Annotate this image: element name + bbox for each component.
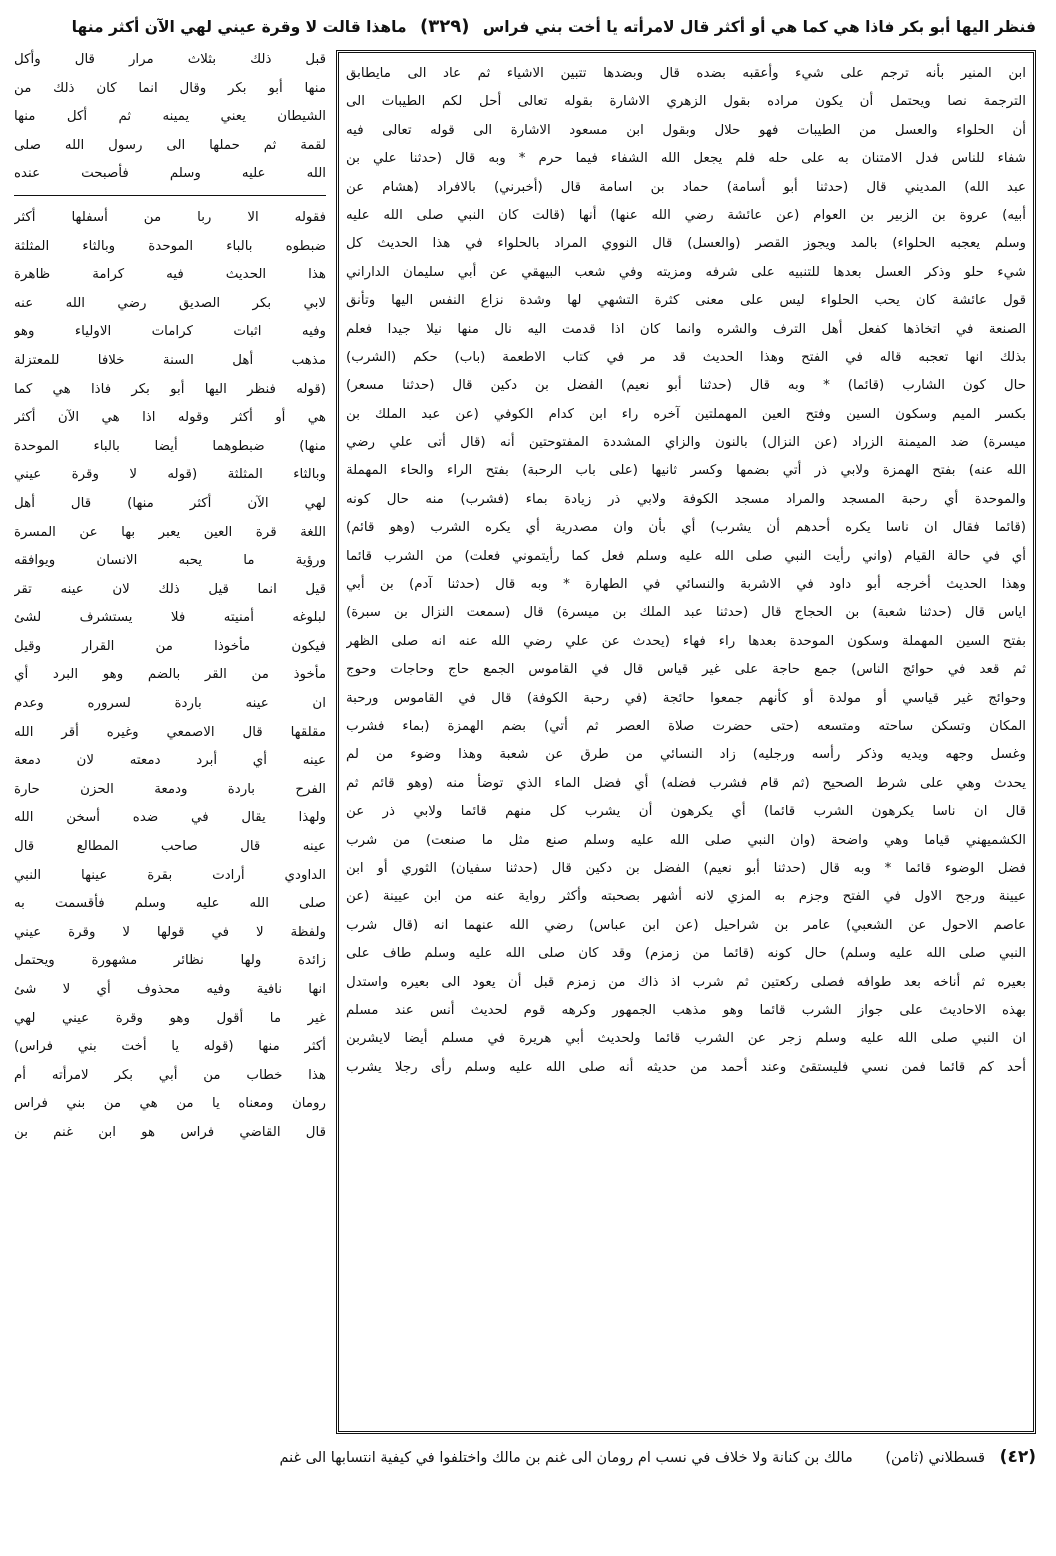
main-text-line: شفاء للناس فدل الامتنان به على حله فلم يجعل الله الشفاء فيما حرم * وبه قال (حدثنا علي بن — [346, 151, 1026, 167]
main-text-line: الكشميهني قياما وهي واضحة (وان النبي صلى الله عليه وسلم صنع مثل ما صنعت) من شرب — [346, 832, 1026, 848]
main-text-line: الصنعة في اتخاذها كفعل أهل الترف والشره وانما كان اذا قدمت اليه نال منها نيلا جيدا فعلم — [346, 321, 1026, 337]
main-text-line: حال كون الشارب (قائما) * وبه قال (حدثنا أبو نعيم) الفضل بن دكين قال (حدثنا مسعر) — [346, 378, 1026, 394]
main-text-line: وسلم يعجبه الحلواء) بالمد ويجوز القصر (والعسل) قال النووي المراد بالحلواء في هذا الحديث كل — [346, 236, 1026, 252]
margin-text-line: الشيطان يعني يمينه ثم أكل منها — [14, 109, 326, 125]
margin-text-line: الداودي أرادت بقرة عينها النبي — [14, 867, 326, 883]
main-text-line: ان النبي صلى الله عليه وسلم زجر عن الشرب قائما ولحديث أبي هريرة في مسلم أيضا لايشربن — [346, 1031, 1026, 1047]
margin-text-line: انها نافية وفيه محذوف أي لا شئ — [14, 982, 326, 997]
margin-text-line: أكثر منها (قوله يا أخت بني فراس) — [14, 1039, 326, 1055]
main-text-line: ميسرة) ضد الميمنة الزراد (عن النزال) بالنون والزاي المشددة المفتوحتين أنه (قال أتى علي رضي — [346, 435, 1026, 451]
main-text-line: قال ان ناسا يكرهون الشرب قائما) أي يكرهون أن يشرب كل منهم قائما ولابي ذر عن — [346, 804, 1026, 820]
main-text-line: يحدث وهي على شرط الصحيح (ثم قام فشرب فضله) أي فضل الماء الذي توضأ منه (وهو قائم ثم — [346, 775, 1026, 791]
main-text-line: اياس قال (حدثنا شعبة) بن الحجاج قال (حدثنا عبد الملك بن ميسرة) قال (سمعت النزال بن سبرة) — [346, 605, 1026, 621]
page-footer — [20, 1440, 1036, 1474]
main-text-line: فضل الوضوء قائما * وبه قال (حدثنا أبو نعيم) الفضل بن دكين قال (حدثنا سفيان) الثوري أو ابن — [346, 860, 1026, 876]
margin-text-line: قبل ذلك بثلاث مرار قال وأكل — [14, 52, 326, 67]
margin-text-line: لابي بكر الصديق رضي الله عنه — [14, 295, 326, 311]
footer-continuation: مالك بن كنانة ولا خلاف في نسب ام رومان الى غنم بن مالك واختلفوا في كيفية انتسابها الى غنم — [279, 1450, 853, 1466]
margin-commentary — [14, 46, 326, 1438]
margin-text-line: لهي الآن أكثر منها) قال أهل — [14, 495, 326, 511]
main-text-line: الترجمة نصا ويحتمل أن يكون مراده بقول الزهري الاشارة بقوله تعالى أحل لكم الطيبات الى — [346, 94, 1026, 110]
margin-text-line: هذا خطاب من أبي بكر لامرأته أم — [14, 1067, 326, 1083]
main-text-line: عيينة ورجح الاول في الفتح وجزم به المزي لانه أشهر بصحبته وأكثر رواية عنه من ابن عيينة (عن — [346, 889, 1026, 905]
margin-text-line: مأخوذ من القر بالضم وهو البرد أي — [14, 667, 326, 683]
margin-text-line: وبالثاء المثلثة (قوله لا وقرة عيني — [14, 467, 326, 483]
main-text-line: والموحدة أي رحبة المسجد والمراد مسجد الكوفة ولابي ذر زيادة بماء (فشرب) منه حال كونه — [346, 491, 1026, 507]
margin-text-line: عينه قال صاحب المطالع قال — [14, 839, 326, 855]
main-text-line: بفتح السين المهملة وسكون الموحدة بعدها راء فهاء (يحدث عن علي رضي الله عنه انه صلى الظهر — [346, 633, 1026, 649]
margin-text-line: الفرح باردة ودمعة الحزن حارة — [14, 781, 326, 797]
margin-text-line: فقوله الا ربا من أسفلها أكثر — [14, 209, 326, 225]
margin-block-2 — [14, 204, 326, 1148]
margin-text-line: عينه أي أبرد دمعته لان دمعة — [14, 753, 326, 769]
margin-text-line: غير ما أقول وهو وقرة عيني لهي — [14, 1010, 326, 1026]
signature-number: (٤٢) — [999, 1447, 1036, 1467]
header-trail-text: ماهذا قالت لا وقرة عيني لهي الآن أكثر منها — [71, 18, 407, 36]
main-text-line: بذلك انها تعجبه قاله في الفتح وهذا الحديث قد مر في كتاب الاطعمة (باب) حكم (الشرب) — [346, 349, 1026, 365]
header-lead-text: فنظر اليها أبو بكر فاذا هي كما هي أو أكثر قال لامرأته يا أخت بني فراس — [482, 18, 1036, 36]
main-text-line: ابن المنير بأنه ترجم على شيء وأعقبه بضده قال وبضدها تتبين الاشياء ثم عاد الى مايطابق — [346, 66, 1026, 81]
margin-text-line: زائدة ولها نظائر مشهورة ويحتمل — [14, 953, 326, 969]
margin-text-line: ولهذا يقال في ضده أسخن الله — [14, 810, 326, 826]
main-text-line: قول عائشة كان يحب الحلواء ليس على معنى كثرة التشهي لها وشدة نزاع النفس اليها وتأنق — [346, 293, 1026, 309]
main-text-line: ثم قعد في حوائج الناس) جمع حاجة على غير قياس قال في القاموس الجمع حاج وحاجات وحوج — [346, 662, 1026, 678]
margin-text-line: فيكون مأخوذا من القرار وقيل — [14, 638, 326, 654]
margin-text-line: منها) ضبطوهما أيضا بالباء الموحدة — [14, 438, 326, 454]
margin-text-line: صلى الله عليه وسلم فأقسمت به — [14, 896, 326, 912]
margin-text-line: رومان ومعناه يا من هي من بني فراس — [14, 1096, 326, 1112]
main-text-line: أحد كم قائما فمن نسي فليستقئ وعند أحمد من حديثه أنه صلى الله عليه وسلم رأى رجلا يشرب — [346, 1059, 1026, 1075]
main-text-line: عاصم الاحول عن الشعبي) عامر بن شراحيل (عن ابن عباس) رضي الله عنهما انه (قال شرب — [346, 917, 1026, 933]
main-text-line: وحوائج غير قياسي أو مولدة أو كأنهم جمعوا حائجة (في رحبة الكوفة) قال في القاموس ورحبة — [346, 690, 1026, 706]
margin-text-line: الله عليه وسلم فأصبحت عنده — [14, 166, 326, 182]
main-text-line: الله عنه) بفتح الهمزة ولابي ذر أتي بضمها وكسر ثانيها (على باب الرحبة) بفتح الراء والحاء المهملة — [346, 463, 1026, 479]
margin-text-line: هي أو أكثر وقوله اذا هي الآن أكثر — [14, 410, 326, 426]
main-text-line: المكان وتسكن ساحته ومتسعه (حتى حضرت صلاة العصر ثم أتي) بضم الهمزة (بماء فشرب — [346, 718, 1026, 734]
margin-text-line: هذا الحديث فيه كرامة ظاهرة — [14, 267, 326, 283]
main-text-line: (قائما فقال ان ناسا يكره أحدهم أن يشرب) أي بأن وان مصدرية أي يكره الشرب (وهو قائم) — [346, 520, 1026, 536]
main-text-line: وهذا الحديث أخرجه أبو داود في الاشربة والنسائي في الطهارة * وبه قال (حدثنا آدم) بن أبي — [346, 577, 1026, 593]
margin-text-line: ورؤية ما يحبه الانسان ويوافقه — [14, 553, 326, 569]
margin-text-line: لبلوغه أمنيته فلا يستشرف لشئ — [14, 610, 326, 626]
main-text-line: أبيه) عروة بن الزبير بن العوام (عن عائشة رضي الله عنها) أنها (قالت كان النبي صلى الله عليه — [346, 207, 1026, 223]
page-header — [20, 10, 1036, 44]
margin-text-line: (قوله فنظر اليها أبو بكر فاذا هي كما — [14, 381, 326, 397]
main-text-line: النبي صلى الله عليه وسلم) حال كونه (قائما من زمزم) وقد كان صلى الله عليه وسلم طاف على — [346, 946, 1026, 962]
main-commentary-text — [346, 60, 1026, 1424]
volume-label: قسطلاني (ثامن) — [885, 1450, 986, 1466]
main-text-line: بهذه الاحاديث على جواز الشرب قائما وهو مذهب الجمهور وكرهه قوم لحديث أنس عند مسلم — [346, 1002, 1026, 1018]
main-text-line: أي في حالة القيام (واني رأيت النبي صلى الله عليه وسلم فعل كما رأيتموني فعلت) من الشرب قائما — [346, 548, 1026, 564]
margin-text-line: قال القاضي فراس هو ابن غنم بن — [14, 1124, 326, 1140]
main-text-line: عبد الله) المديني قال (حدثنا أبو أسامة) حماد بن اسامة قال (أخبرني) بالافراد (هشام عن — [346, 179, 1026, 195]
main-text-line: وغسل وجهه ويديه وذكر رأسه ورجليه) زاد النسائي من طرق عن شعبة وهذا وضوء من لم — [346, 747, 1026, 763]
margin-text-line: لقمة ثم حملها الى رسول الله صلى — [14, 137, 326, 153]
main-text-line: أن الحلواء والعسل من الطيبات فهو حلال وبقول ابن مسعود الاشارة الى قوله تعالى فيه — [346, 122, 1026, 138]
main-text-line: شيء حلو وذكر العسل بعدها للتنبيه على شرفه ومزيته وفي شعب البيهقي عن أبي سليمان الداراني — [346, 264, 1026, 280]
margin-text-line: وفيه اثبات كرامات الاولياء وهو — [14, 324, 326, 340]
margin-text-line: ان عينه باردة لسروره وعدم — [14, 696, 326, 712]
margin-block-1 — [14, 46, 326, 189]
margin-text-line: اللغة قرة العين يعبر بها عن المسرة — [14, 524, 326, 540]
margin-text-line: ولفظة لا في قولها لا وقرة عيني — [14, 924, 326, 940]
margin-text-line: مذهب أهل السنة خلافا للمعتزلة — [14, 352, 326, 368]
main-text-line: بعيره ثم أناخه بعد طوافه فصلى ركعتين ثم شرب اذ ذاك من زمزم قبل أن يعود الى بعيره واستدل — [346, 974, 1026, 990]
margin-text-line: مقلقها قال الاصمعي وغيره أقر الله — [14, 724, 326, 740]
margin-text-line: ضبطوه بالباء الموحدة وبالثاء المثلثة — [14, 238, 326, 254]
margin-text-line: منها أبو بكر وقال انما كان ذلك من — [14, 80, 326, 96]
margin-text-line: قيل انما قيل ذلك لان عينه تقر — [14, 581, 326, 597]
main-text-line: بكسر الميم وسكون السين وفتح العين المهملتين آخره راء ابن كدام الكوفي (عن عبد الملك بن — [346, 406, 1026, 422]
margin-divider — [14, 195, 326, 196]
page-number: (٣٢٩) — [420, 16, 470, 37]
